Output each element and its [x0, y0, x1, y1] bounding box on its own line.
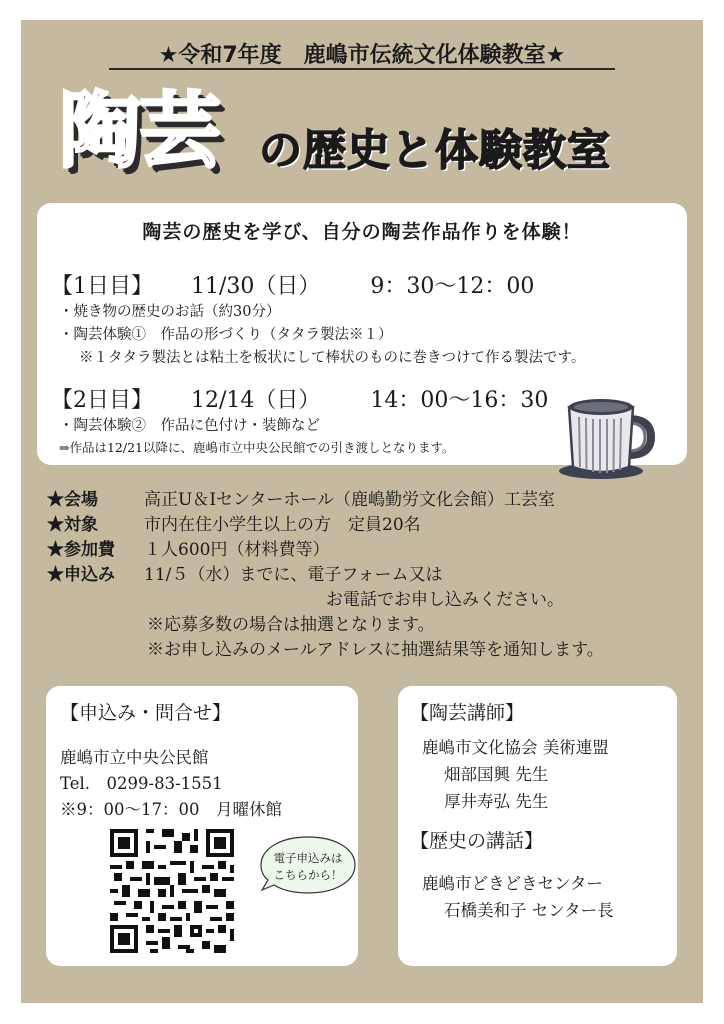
target-value: 市内在住小学生以上の方 定員20名: [144, 515, 421, 535]
contact-tel: Tel. 0299-83-1551: [60, 774, 223, 793]
apply-label: ★申込み: [47, 565, 115, 585]
target-row: [47, 510, 421, 535]
bubble-line-2: こちらから！: [273, 868, 343, 882]
apply-lottery-note: ※応募多数の場合は抽選となります。: [147, 615, 435, 635]
venue-value: 高正U＆Iセンターホール（鹿嶋勤労文化会館）工芸室: [144, 490, 556, 510]
flyer-sheet: [21, 20, 703, 1003]
ceramic-mug-icon: [559, 393, 655, 485]
fee-row: [47, 535, 329, 560]
day1-date: 11/30（日）: [191, 274, 321, 299]
apply-method: お電話でお申し込みください。: [326, 590, 564, 610]
schedule-headline: 陶芸の歴史を学び、自分の陶芸作品作りを体験！: [142, 221, 582, 243]
title-accent-kanji: 陶芸: [59, 83, 220, 179]
day1-item-3: ※１タタラ製法とは粘土を板状にして棒状のものに巻きつけて作る製法です。: [79, 350, 586, 366]
apply-deadline: 11/５（水）までに、電子フォーム又は: [144, 565, 443, 585]
instructor-name-2: 厚井寿弘 先生: [444, 792, 549, 811]
day1-time: 9：30〜12：00: [370, 274, 535, 299]
day1-item-1: ・焼き物の歴史のお話（約30分）: [59, 304, 281, 320]
venue-row: [47, 485, 555, 510]
event-series-subtitle: ★令和7年度 鹿嶋市伝統文化体験教室★: [158, 43, 566, 68]
schedule-card: [37, 203, 687, 465]
contact-hours: ※9：00〜17：00 月曜休館: [60, 800, 282, 819]
apply-row: [47, 560, 443, 585]
day2-time: 14：00〜16：30: [370, 388, 549, 413]
contact-title: 【申込み・問合せ】: [60, 702, 232, 724]
fee-label: ★参加費: [47, 540, 115, 560]
page-title: [59, 83, 699, 200]
day2-item-2: ⇒作品は12/21以降に、鹿嶋市立中央公民館での引き渡しとなります。: [59, 440, 455, 455]
instructor-name-1: 畑部国興 先生: [444, 765, 549, 784]
day2-label: 【2日目】: [51, 388, 153, 413]
lecture-org: 鹿嶋市どきどきセンター: [422, 874, 603, 893]
bubble-line-1: 電子申込みは: [273, 851, 343, 865]
day2-date: 12/14（日）: [191, 388, 321, 413]
day2-line: [51, 383, 548, 414]
staff-card: [398, 686, 677, 966]
contact-org: 鹿嶋市立中央公民館: [60, 748, 209, 767]
lecture-title: 【歴史の講話】: [410, 830, 544, 852]
lecture-person: 石橋美和子 センター長: [444, 901, 614, 920]
instructor-org: 鹿嶋市文化協会 美術連盟: [422, 738, 609, 757]
day1-line: [51, 269, 534, 300]
title-main-text: の歴史と体験教室: [259, 126, 611, 176]
subtitle-underline: [109, 68, 615, 70]
contact-card: [46, 686, 358, 966]
apply-email-note: ※お申し込みのメールアドレスに抽選結果等を通知します。: [147, 640, 604, 660]
day1-label: 【1日目】: [51, 274, 153, 299]
venue-label: ★会場: [47, 490, 98, 510]
target-label: ★対象: [47, 515, 98, 535]
online-apply-bubble: [258, 834, 358, 898]
day2-item-1: ・陶芸体験② 作品に色付け・装飾など: [59, 418, 320, 434]
day1-item-2: ・陶芸体験① 作品の形づくり（タタラ製法※１）: [59, 327, 393, 343]
fee-value: １人600円（材料費等）: [144, 540, 330, 560]
qr-code-icon[interactable]: [110, 829, 234, 953]
instructor-title: 【陶芸講師】: [410, 702, 525, 724]
